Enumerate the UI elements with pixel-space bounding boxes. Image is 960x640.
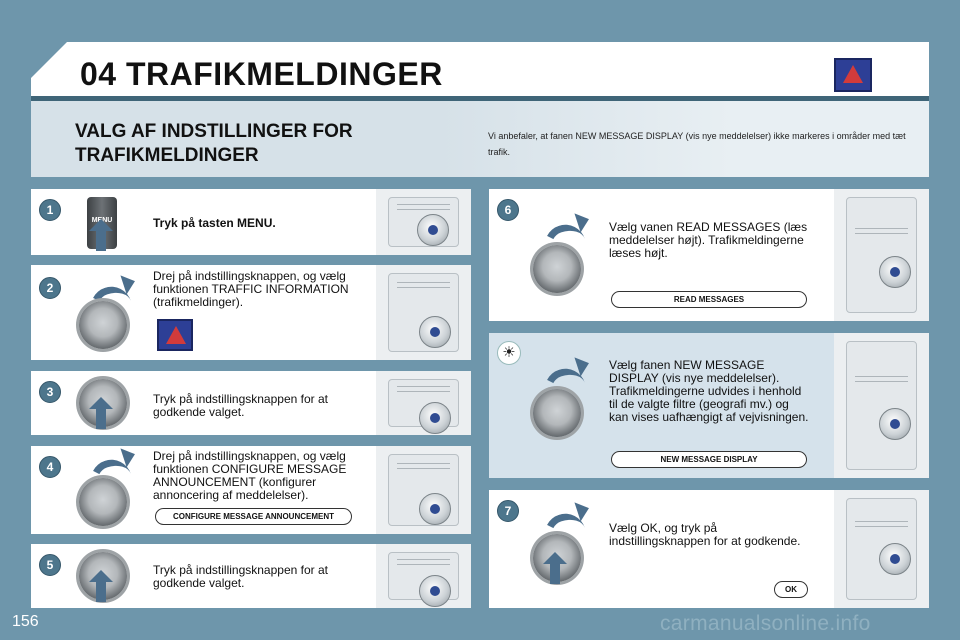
- control-panel-image: [376, 544, 471, 608]
- configure-message-announcement-label: CONFIGURE MESSAGE ANNOUNCEMENT: [155, 508, 352, 525]
- step-text: Vælg OK, og tryk på indstillingsknappen for at godkende.: [609, 521, 801, 548]
- traffic-info-icon: [157, 319, 193, 351]
- step-badge: 5: [39, 554, 61, 576]
- step-card-4: [31, 446, 471, 534]
- step-badge: 1: [39, 199, 61, 221]
- step-text: Tryk på tasten MENU.: [153, 216, 276, 230]
- press-arrow-icon: [96, 580, 106, 602]
- step-text: Drej på indstillingsknappen, og vælg funktionen CONFIGURE MESSAGE ANNOUNCEMENT (konfigurer annoncering af meddelelser).: [153, 449, 347, 502]
- press-arrow-icon: [550, 562, 560, 584]
- ok-label: OK: [774, 581, 808, 598]
- step-text: Drej på indstillingsknappen, og vælg funktionen TRAFFIC INFORMATION (trafikmeldinger).: [153, 269, 349, 309]
- control-panel-image: [834, 189, 929, 321]
- control-panel-image: [834, 490, 929, 608]
- new-message-display-card: [489, 333, 929, 478]
- control-panel-image: [376, 371, 471, 435]
- rotary-knob-image: [533, 389, 581, 437]
- new-message-display-label: NEW MESSAGE DISPLAY: [611, 451, 807, 468]
- step-card-3: [31, 371, 471, 435]
- step-card-2: [31, 265, 471, 360]
- control-panel-image: [376, 265, 471, 360]
- step-text: Tryk på indstillingsknappen for at godkende valget.: [153, 392, 328, 419]
- step-badge: 7: [497, 500, 519, 522]
- sun-icon: ☀: [497, 341, 521, 365]
- press-arrow-icon: [96, 407, 106, 429]
- step-card-6: [489, 189, 929, 321]
- step-text: Vælg fanen NEW MESSAGE DISPLAY (vis nye meddelelser). Trafikmeldingerne udvides i henhold til de valgte filtre (geografi mv.) og kan vises uafhængigt af vejvisningen.: [609, 358, 809, 424]
- read-messages-label: READ MESSAGES: [611, 291, 807, 308]
- control-panel-image: [376, 189, 471, 255]
- step-card-7: [489, 490, 929, 608]
- control-panel-image: [834, 333, 929, 478]
- step-badge: 3: [39, 381, 61, 403]
- page-number: 156: [12, 613, 39, 630]
- rotary-knob-image: [79, 301, 127, 349]
- step-badge: 6: [497, 199, 519, 221]
- chapter-title: 04 TRAFIKMELDINGER: [80, 56, 443, 92]
- rotary-knob-image: [79, 478, 127, 526]
- rotary-knob-image: [533, 245, 581, 293]
- step-text: Tryk på indstillingsknappen for at godkende valget.: [153, 563, 328, 590]
- section-note: Vi anbefaler, at fanen NEW MESSAGE DISPLAY (vis nye meddelelser) ikke markeres i områder med tæt trafik.: [488, 131, 906, 157]
- step-badge: 2: [39, 277, 61, 299]
- step-badge: 4: [39, 456, 61, 478]
- traffic-info-icon: [834, 58, 872, 92]
- step-text: Vælg vanen READ MESSAGES (læs meddelelser højt). Trafikmeldingerne læses højt.: [609, 220, 808, 260]
- step-card-1: [31, 189, 471, 255]
- press-arrow-icon: [96, 229, 106, 251]
- control-panel-image: [376, 446, 471, 534]
- section-title: VALG AF INDSTILLINGER FOR TRAFIKMELDINGER: [75, 121, 353, 166]
- watermark: carmanualsonline.info: [660, 612, 871, 635]
- step-card-5: [31, 544, 471, 608]
